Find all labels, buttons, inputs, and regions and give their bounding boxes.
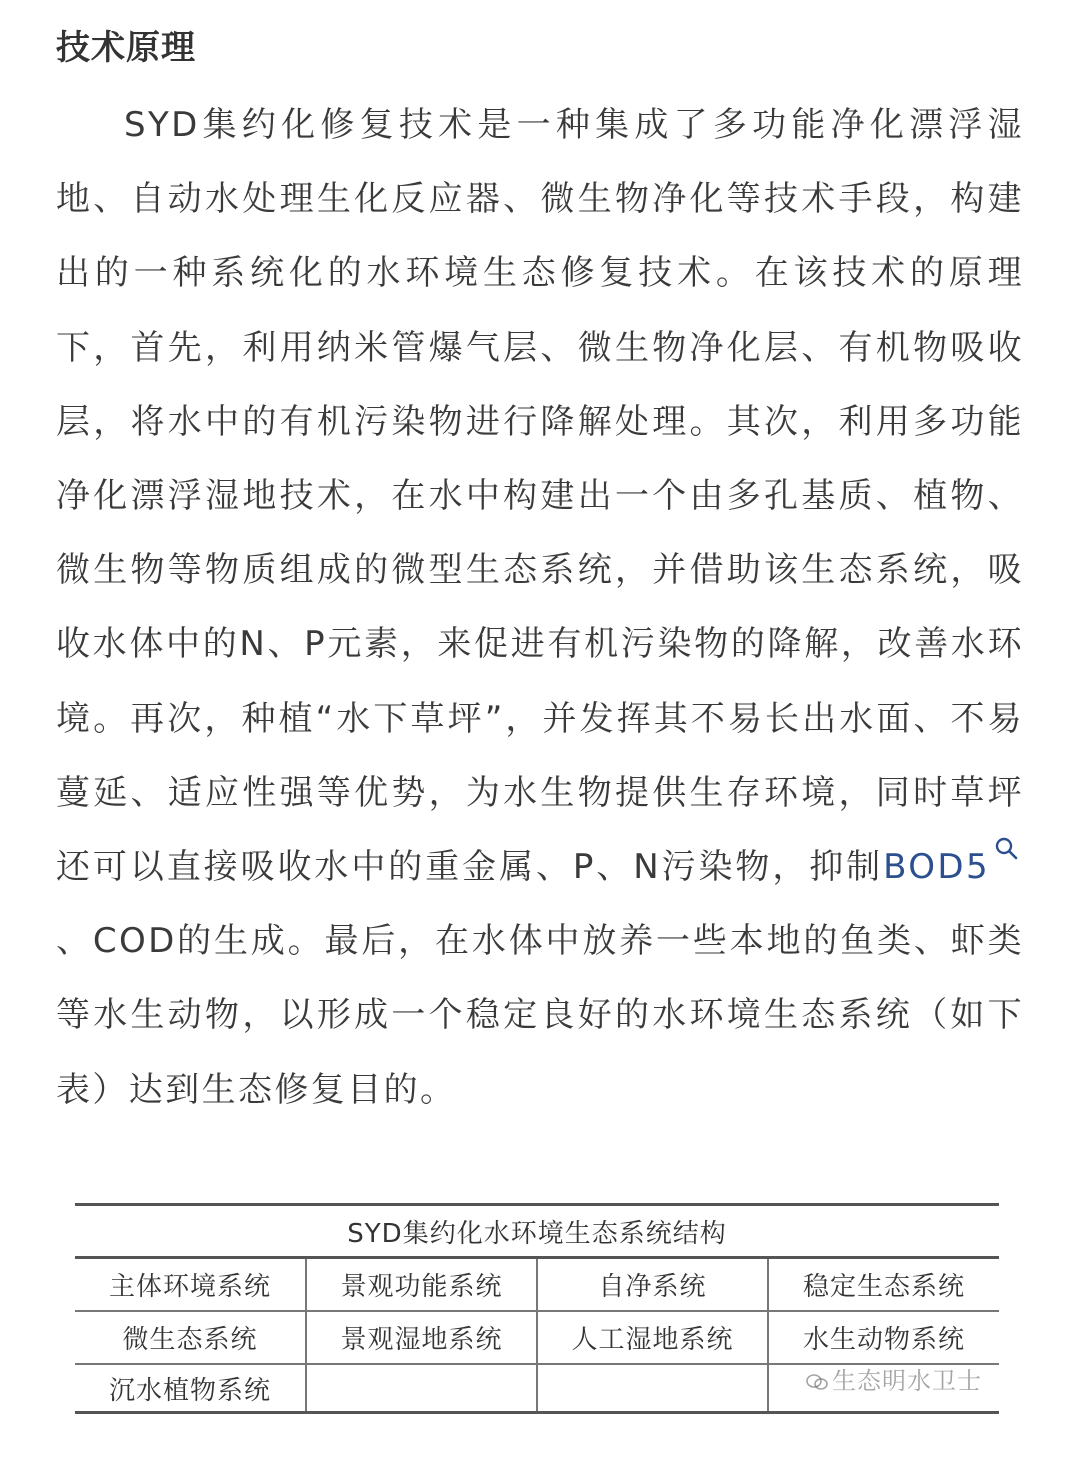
table-cell: 稳定生态系统 — [768, 1258, 999, 1312]
wechat-icon — [806, 1373, 828, 1391]
section-title: 技术原理 — [56, 28, 196, 68]
paragraph-text-after-link: 、COD的生成。最后，在水体中放养一些本地的鱼类、虾类等水生动物，以形成一个稳定良好的水环境生态系统（如下表）达到生态修复目的。 — [56, 921, 1024, 1110]
table-cell: 水生动物系统 — [768, 1311, 999, 1364]
table-caption-row — [75, 1205, 999, 1258]
table-cell: 主体环境系统 — [75, 1258, 306, 1312]
table-row — [75, 1258, 999, 1312]
table-cell: 微生态系统 — [75, 1311, 306, 1364]
table-cell — [306, 1364, 537, 1413]
table-cell: 沉水植物系统 — [75, 1364, 306, 1413]
bod5-link[interactable]: BOD5 — [883, 847, 990, 888]
table-row — [75, 1311, 999, 1364]
table-cell: 人工湿地系统 — [537, 1311, 768, 1364]
table-cell: 自净系统 — [537, 1258, 768, 1312]
table-cell — [537, 1364, 768, 1413]
article-paragraph — [56, 88, 1024, 1127]
paragraph-text-before-link: SYD集约化修复技术是一种集成了多功能净化漂浮湿地、自动水处理生化反应器、微生物净化等技术手段，构建出的一种系统化的水环境生态修复技术。在该技术的原理下，首先，利用纳米管爆气层、微生物净化层、有机物吸收层，将水中的有机污染物进行降解处理。其次，利用多功能净化漂浮湿地技术，在水中构建出一个由多孔基质、植物、微生物等物质组成的微型生态系统，并借助该生态系统，吸收水体中的N、P元素，来促进有机污染物的降解，改善水环境。再次，种植“水下草坪”，并发挥其不易长出水面、不易蔓延、适应性强等优势，为水生物提供生存环境，同时草坪还可以直接吸收水中的重金属、P、N污染物，抑制 — [56, 105, 1024, 888]
table-caption: SYD集约化水环境生态系统结构 — [75, 1205, 999, 1258]
watermark-text: 生态明水卫士 — [832, 1367, 982, 1395]
table-cell: 景观湿地系统 — [306, 1311, 537, 1364]
table-cell: 景观功能系统 — [306, 1258, 537, 1312]
watermark — [806, 1361, 982, 1396]
search-icon[interactable] — [994, 836, 1020, 864]
